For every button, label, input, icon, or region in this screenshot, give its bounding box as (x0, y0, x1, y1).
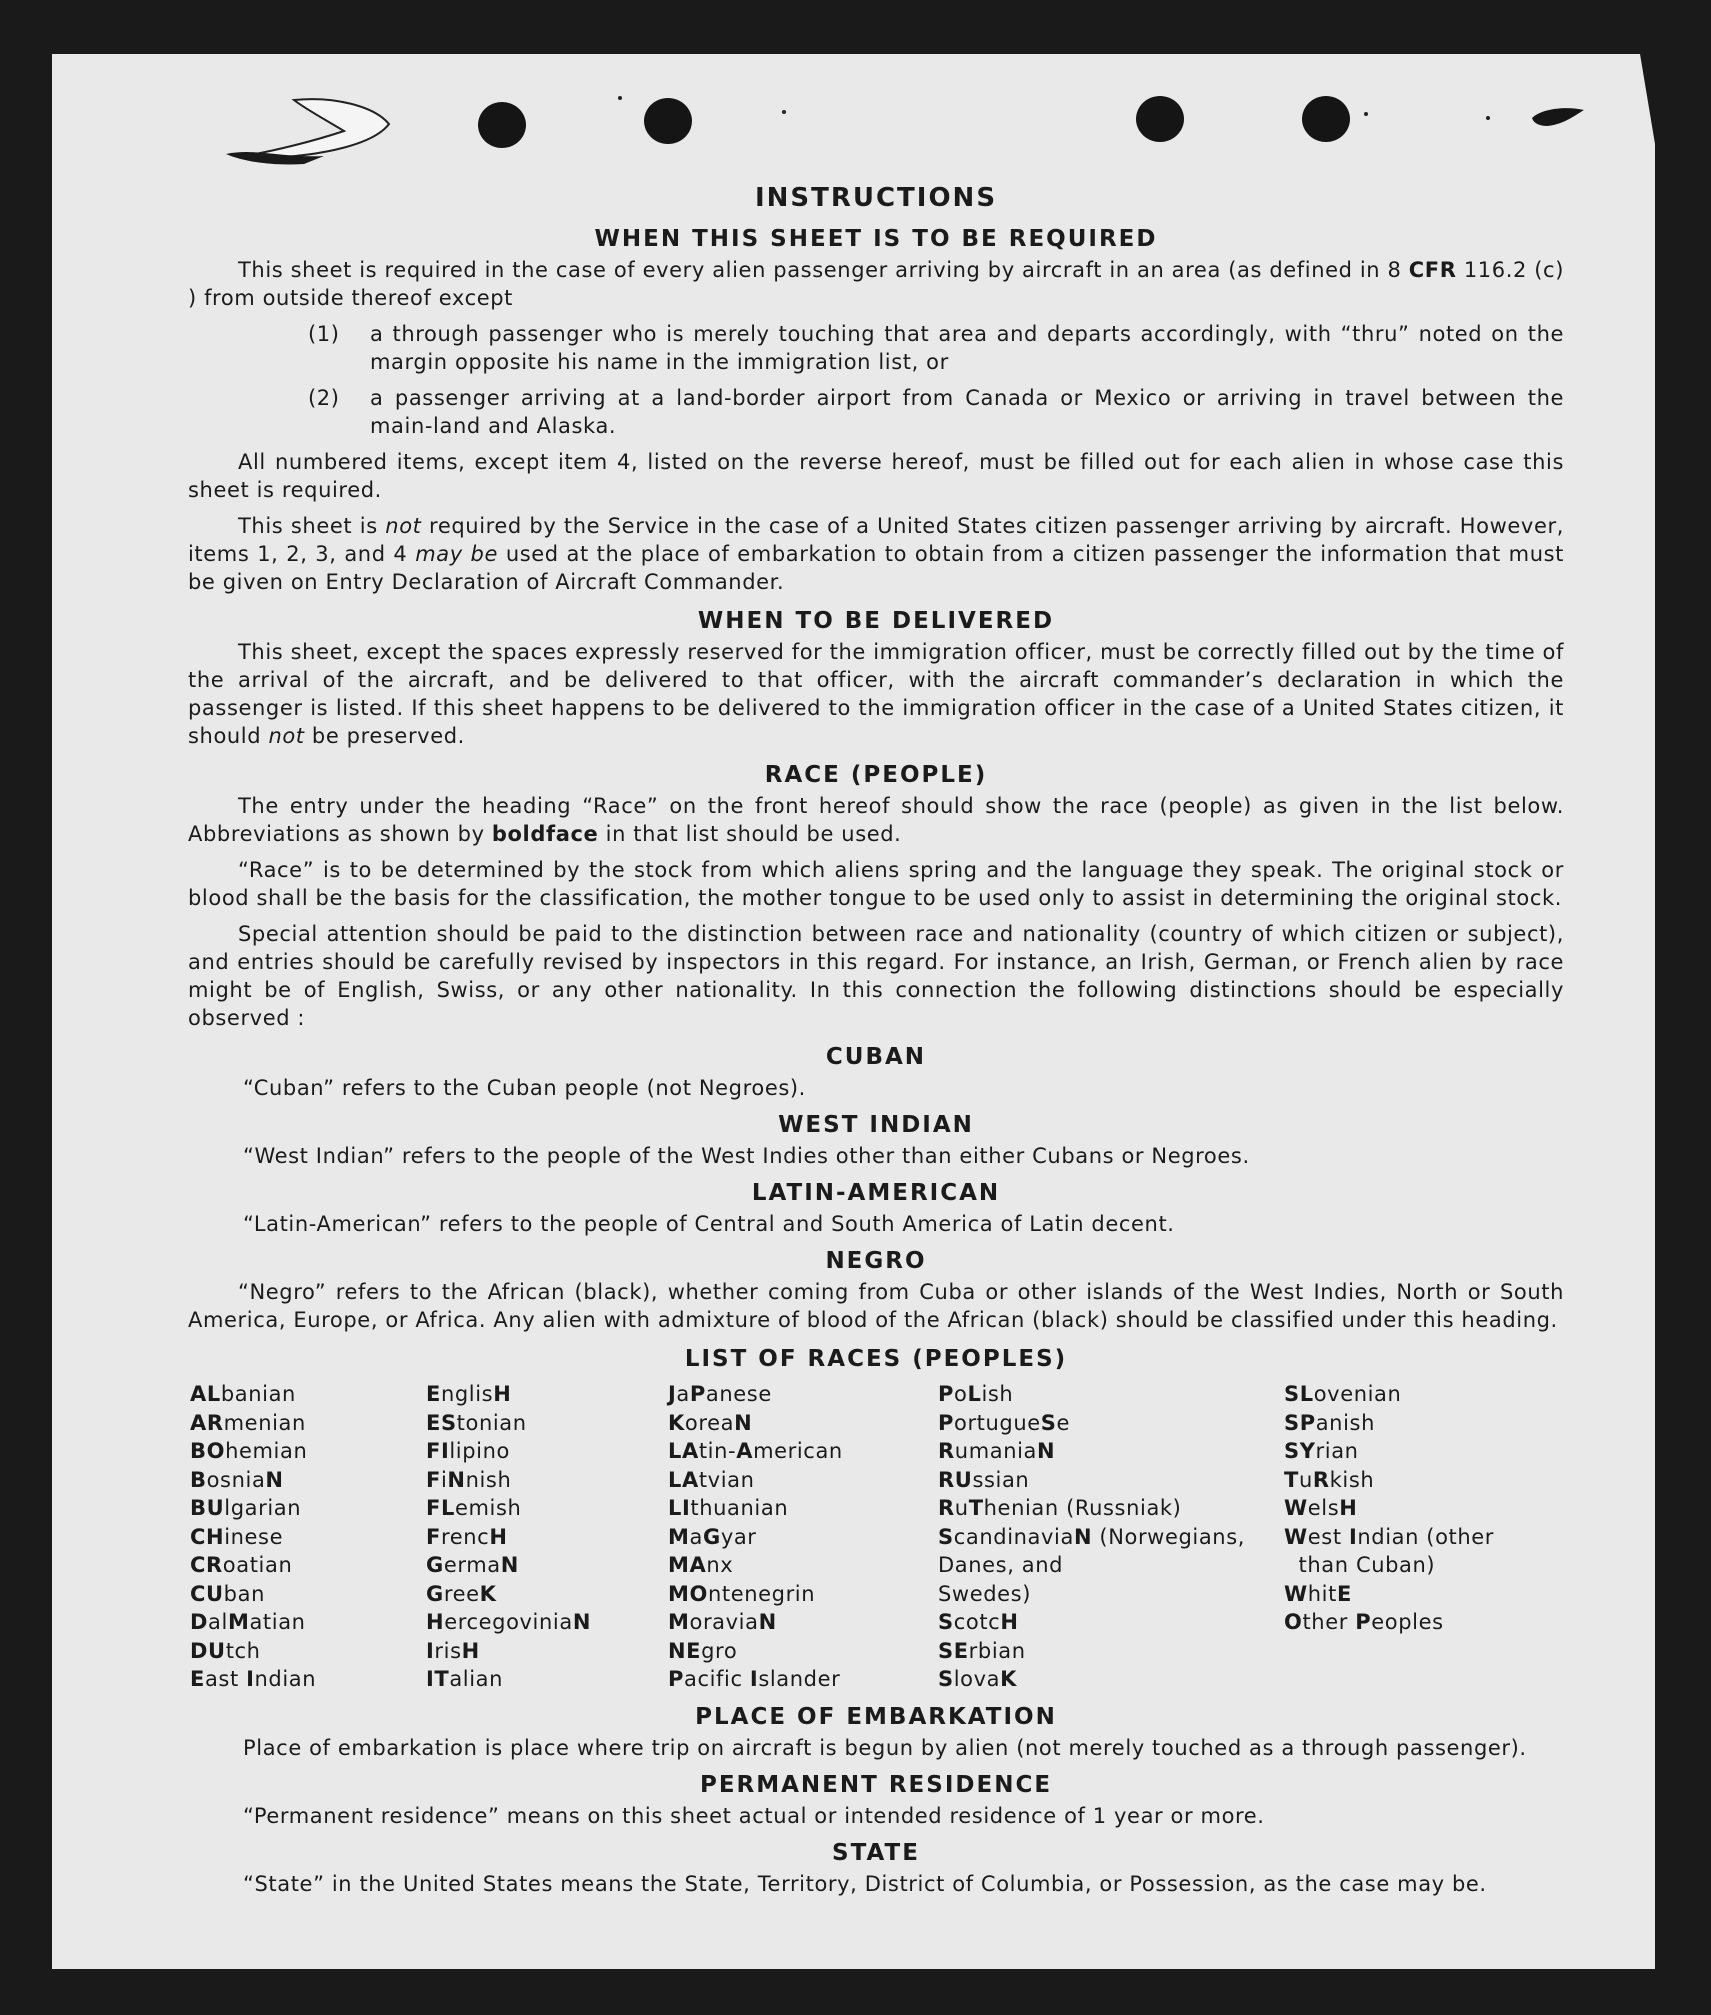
race-entry: JaPanese (668, 1382, 772, 1406)
heading-west-indian: WEST INDIAN (778, 1112, 974, 1138)
heading-list-of-races: LIST OF RACES (PEOPLES) (684, 1346, 1068, 1372)
race-entry: DUtch (190, 1638, 261, 1663)
exception-item-1: (1) a through passenger who is merely touching that area and departs accordingly, with “thru” noted on the margin opposite his name in the immigration list, or (308, 322, 1564, 374)
torn-corner-mark (224, 96, 394, 176)
race-entry: LIthuanian (668, 1496, 789, 1520)
paragraph-numbered-items: All numbered items, except item 4, listed on the reverse hereof, must be filled out for each alien in whose case this sheet is required. (188, 450, 1564, 502)
race-entry: CUban (190, 1581, 265, 1606)
race-entry: FLemish (426, 1496, 522, 1520)
race-entry: DalMatian (190, 1610, 306, 1634)
race-entry: RuThenian (Russniak) (938, 1496, 1182, 1520)
punch-hole (1136, 96, 1184, 142)
paragraph-required: This sheet is required in the case of every alien passenger arriving by aircraft in an area (as defined in 8 CFR 116.2 (c) ) from outside thereof except (188, 258, 1564, 310)
race-entry: SYrian (1284, 1439, 1359, 1463)
race-entry: ARmenian (190, 1410, 306, 1435)
race-entry: PortugueSe (938, 1410, 1071, 1435)
paragraph-race-stock: “Race” is to be determined by the stock from which aliens spring and the language they speak. The original stock or blood shall be the basis for the classification, the mother tongue to be used only to assist in determining the original stock. (188, 858, 1564, 910)
race-entry: CHinese (190, 1524, 284, 1549)
paragraph-citizen: This sheet is not required by the Service in the case of a United States citizen passenger arriving by aircraft. However, items 1, 2, 3, and 4 may be used at the place of embarkation to obtain from a citizen passenger the information that must be given on Entry Declaration of Aircraft Commander. (188, 514, 1565, 594)
race-entry: MaGyar (668, 1524, 757, 1549)
race-entry: than Cuban) (1284, 1553, 1436, 1577)
race-entry: LAtin-American (668, 1439, 843, 1463)
race-entry: Pacific Islander (668, 1667, 841, 1691)
definition-west-indian: “West Indian” refers to the people of the West Indies other than either Cubans or Negroes. (243, 1144, 1250, 1168)
speck (782, 110, 786, 114)
heading-cuban: CUBAN (825, 1044, 927, 1070)
race-entry: NEgro (668, 1638, 738, 1663)
page-title: INSTRUCTIONS (754, 183, 998, 213)
race-entry: GermaN (426, 1553, 519, 1577)
race-entry: MoraviaN (668, 1610, 777, 1634)
race-entry: GreeK (426, 1581, 497, 1606)
paragraph-race-nationality: Special attention should be paid to the distinction between race and nationality (country of which citizen or subject), and entries should be carefully revised by inspectors in this regard. For instance, an Irish, German, or French alien by race might be of English, Swiss, or any other nationality. In this connection the following distinctions should be especially observed : (188, 922, 1564, 1030)
race-entry: WhitE (1284, 1581, 1352, 1606)
race-entry: West Indian (other (1284, 1524, 1495, 1549)
race-entry: RumaniaN (938, 1439, 1056, 1463)
race-entry: Danes, and (938, 1553, 1064, 1577)
race-entry: RUssian (938, 1467, 1030, 1492)
race-entry: FIlipino (426, 1439, 510, 1463)
race-entry: FrencH (426, 1524, 508, 1549)
punch-hole (644, 98, 692, 144)
races-column (1284, 1380, 1544, 1694)
paragraph-delivered: This sheet, except the spaces expressly reserved for the immigration officer, must be correctly filled out by the time of the arrival of the aircraft, and be delivered to that officer, with the aircraft commander’s declaration in which the passenger is listed. If this sheet happens to be delivered to the immigration officer in the case of a United States citizen, it should not be preserved. (188, 640, 1564, 748)
heading-when-delivered: WHEN TO BE DELIVERED (697, 608, 1055, 634)
race-entry: ALbanian (190, 1382, 296, 1406)
race-entry: TuRkish (1284, 1467, 1375, 1492)
ink-blot (1530, 104, 1586, 130)
heading-permanent-residence: PERMANENT RESIDENCE (699, 1771, 1053, 1798)
definition-latin-american: “Latin-American” refers to the people of Central and South America of Latin decent. (243, 1212, 1175, 1236)
heading-latin-american: LATIN-AMERICAN (751, 1180, 1001, 1206)
race-entry: SErbian (938, 1638, 1026, 1663)
races-column (190, 1380, 426, 1694)
speck (1364, 112, 1368, 116)
heading-place-of-embarkation: PLACE OF EMBARKATION (695, 1703, 1057, 1730)
race-entry: IrisH (426, 1638, 480, 1663)
speck (1486, 116, 1490, 120)
punch-hole (478, 102, 526, 148)
race-entry: EStonian (426, 1410, 527, 1435)
race-entry: MAnx (668, 1553, 734, 1577)
race-entry: MOntenegrin (668, 1581, 816, 1606)
punch-hole (1302, 96, 1350, 142)
race-entry: KoreaN (668, 1410, 753, 1435)
races-column (426, 1380, 668, 1694)
paragraph-race-entry: The entry under the heading “Race” on the front hereof should show the race (people) as given in the list below. Abbreviations as shown by boldface in that list should be used. (188, 794, 1564, 846)
races-column (668, 1380, 938, 1694)
race-entry: SLovenian (1284, 1382, 1402, 1406)
heading-race: RACE (PEOPLE) (764, 762, 988, 788)
race-entry: HercegoviniaN (426, 1610, 591, 1634)
race-entry: ITalian (426, 1667, 504, 1691)
race-entry: East Indian (190, 1667, 317, 1691)
race-entry: BOhemian (190, 1439, 308, 1463)
race-entry: SPanish (1284, 1410, 1375, 1435)
definition-place-of-embarkation: Place of embarkation is place where trip on aircraft is begun by alien (not merely touched as a through passenger). (243, 1735, 1527, 1760)
race-entry: Other Peoples (1284, 1610, 1444, 1634)
race-entry: CRoatian (190, 1553, 293, 1577)
heading-state: STATE (832, 1839, 920, 1866)
definition-cuban: “Cuban” refers to the Cuban people (not Negroes). (243, 1076, 806, 1100)
race-entry: ScotcH (938, 1610, 1019, 1634)
race-entry: BosniaN (190, 1467, 284, 1492)
definition-state: “State” in the United States means the State, Territory, District of Columbia, or Possession, as the case may be. (243, 1871, 1487, 1896)
heading-when-required: WHEN THIS SHEET IS TO BE REQUIRED (594, 226, 1158, 252)
race-entry: PoLish (938, 1382, 1014, 1406)
heading-negro: NEGRO (825, 1248, 927, 1274)
race-entry: Swedes) (938, 1581, 1032, 1606)
race-entry: ScandinaviaN (Norwegians, (938, 1524, 1246, 1549)
race-entry: EnglisH (426, 1382, 512, 1406)
definition-permanent-residence: “Permanent residence” means on this sheet actual or intended residence of 1 year or more. (243, 1803, 1265, 1828)
race-entry: SlovaK (938, 1667, 1017, 1691)
race-entry: WelsH (1284, 1496, 1358, 1520)
races-list (190, 1380, 1564, 1694)
exception-item-2: (2) a passenger arriving at a land-border airport from Canada or Mexico or arriving in travel between the main-land and Alaska. (308, 386, 1564, 438)
speck (618, 96, 622, 100)
definition-negro: “Negro” refers to the African (black), whether coming from Cuba or other islands of the West Indies, North or South America, Europe, or Africa. Any alien with admixture of blood of the African (black) should be classified under this heading. (188, 1280, 1564, 1332)
race-entry: LAtvian (668, 1467, 755, 1492)
race-entry: FiNnish (426, 1467, 512, 1492)
instructions-content (188, 178, 1564, 1904)
race-entry: BUlgarian (190, 1496, 302, 1520)
races-column (938, 1380, 1284, 1694)
